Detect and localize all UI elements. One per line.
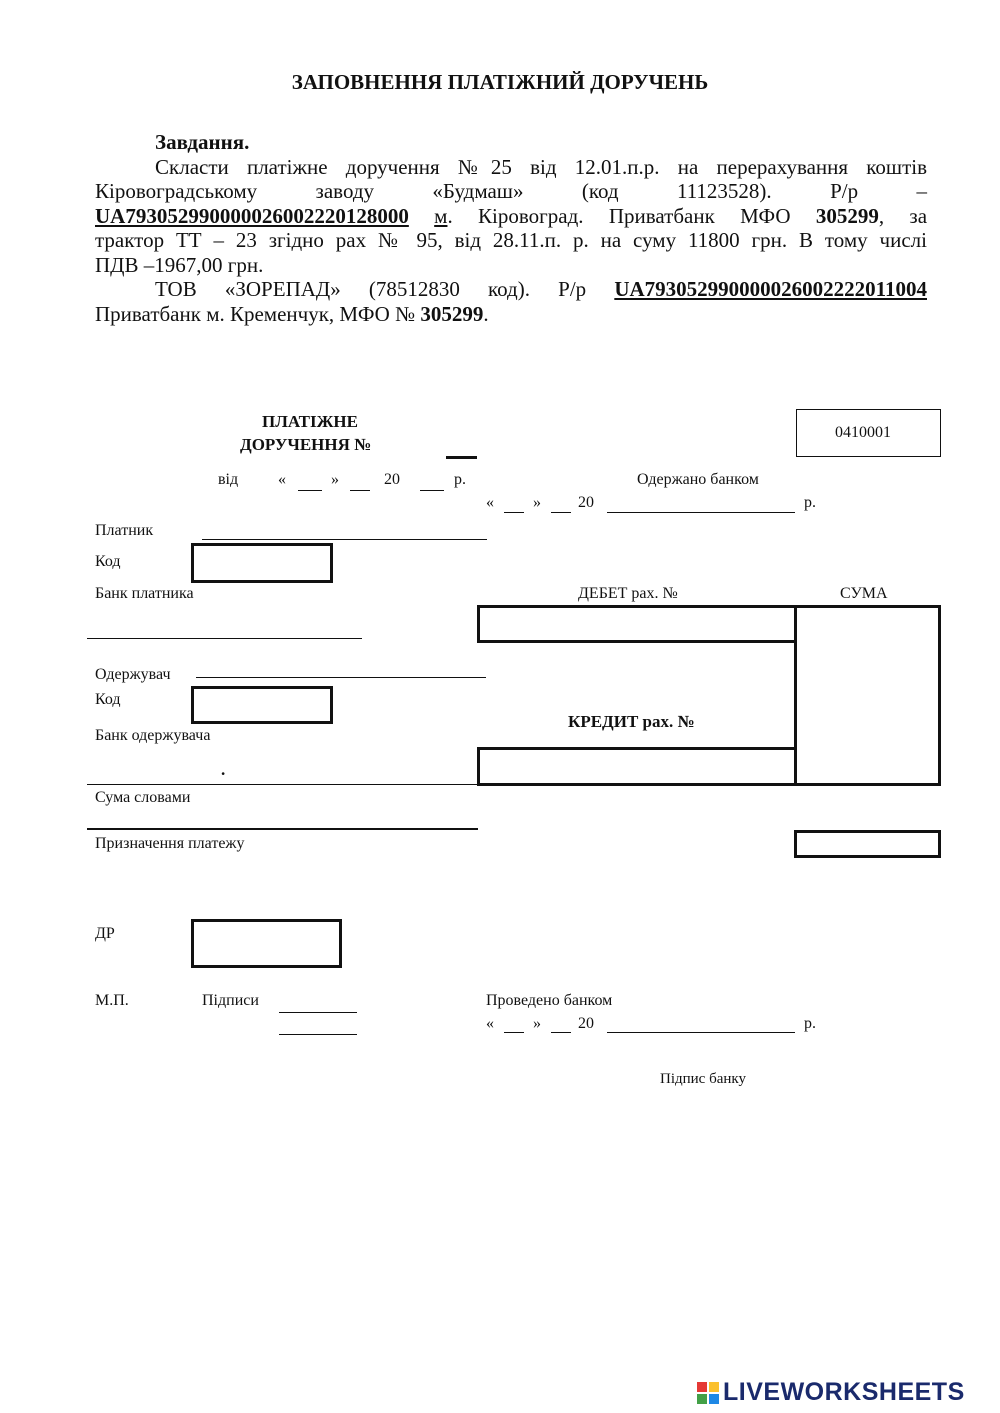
processed-year-suffix: р. bbox=[804, 1015, 816, 1032]
credit-account-label: КРЕДИТ рах. № bbox=[568, 712, 695, 731]
processed-quote-open: « bbox=[486, 1015, 494, 1032]
debit-account-label: ДЕБЕТ рах. № bbox=[578, 585, 678, 602]
sum-in-words-label: Сума словами bbox=[95, 789, 191, 806]
date-day-field[interactable] bbox=[298, 490, 322, 491]
document-number-field[interactable] bbox=[446, 456, 477, 459]
dr-field[interactable] bbox=[191, 919, 342, 968]
recipient-bank-field[interactable] bbox=[87, 784, 478, 785]
dr-label: ДР bbox=[95, 925, 115, 942]
received-year-suffix: р. bbox=[804, 494, 816, 511]
logo-mark-icon bbox=[697, 1382, 719, 1404]
quote-close: » bbox=[331, 471, 339, 488]
payer-field[interactable] bbox=[202, 539, 487, 540]
recipient-code-label: Код bbox=[95, 691, 121, 708]
task-line-7 bbox=[95, 302, 927, 327]
form-code: 0410001 bbox=[835, 424, 891, 441]
date-year-field[interactable] bbox=[420, 490, 444, 491]
task-line-7-end: . bbox=[483, 301, 489, 326]
recipient-field[interactable] bbox=[196, 677, 486, 678]
payer-mfo: 305299 bbox=[420, 301, 484, 326]
received-date-field[interactable] bbox=[607, 512, 795, 513]
payer-info: ТОВ «ЗОРЕПАД» (78512830 код). Р/р bbox=[155, 277, 615, 301]
stamp-label: М.П. bbox=[95, 992, 129, 1009]
logo-square-3 bbox=[697, 1394, 707, 1404]
bank-signature-label: Підпис банку bbox=[660, 1071, 746, 1087]
received-month-field[interactable] bbox=[551, 512, 571, 513]
vat-sum-field[interactable] bbox=[794, 830, 941, 858]
year-prefix: 20 bbox=[384, 471, 400, 488]
payer-label: Платник bbox=[95, 522, 154, 539]
recipient-bank-dot: . bbox=[221, 760, 226, 779]
payer-code-field[interactable] bbox=[191, 543, 333, 583]
sum-header: СУМА bbox=[840, 585, 888, 602]
task-line-2: Кіровоградському заводу «Будмаш» (код 11123528). Р/р – bbox=[95, 179, 927, 203]
processed-by-bank-label: Проведено банком bbox=[486, 992, 613, 1009]
city-prefix: м bbox=[434, 203, 448, 228]
payment-purpose-label: Призначення платежу bbox=[95, 835, 245, 852]
debit-account-field[interactable] bbox=[477, 605, 797, 643]
sum-in-words-field[interactable] bbox=[87, 828, 478, 830]
logo-square-4 bbox=[709, 1394, 719, 1404]
recipient-bank-label: Банк одержувача bbox=[95, 727, 211, 744]
payer-bank-field[interactable] bbox=[87, 638, 362, 639]
processed-year-prefix: 20 bbox=[578, 1015, 594, 1032]
processed-quote-close: » bbox=[533, 1015, 541, 1032]
signatures-label: Підписи bbox=[202, 992, 259, 1009]
received-year-prefix: 20 bbox=[578, 494, 594, 511]
recipient-code-field[interactable] bbox=[191, 686, 333, 724]
logo-square-1 bbox=[697, 1382, 707, 1392]
task-line-1: Скласти платіжне доручення №25 від 12.01.п.р. на перерахування коштів bbox=[155, 154, 927, 179]
task-line-4: трактор ТТ – 23 згідно рах № 95, від 28.11.п. р. на суму 11800 грн. В тому числі bbox=[95, 228, 927, 252]
recipient-mfo: 305299 bbox=[815, 203, 879, 228]
task-line-3-text: . Кіровоград. Приватбанк МФО bbox=[447, 203, 816, 228]
signature-field-1[interactable] bbox=[279, 1012, 357, 1013]
payer-bank-label: Банк платника bbox=[95, 585, 194, 602]
payer-code-label: Код bbox=[95, 553, 121, 570]
page-title: ЗАПОВНЕННЯ ПЛАТІЖНИЙ ДОРУЧЕНЬ bbox=[291, 70, 709, 94]
processed-day-field[interactable] bbox=[504, 1032, 524, 1033]
processed-date-field[interactable] bbox=[607, 1032, 795, 1033]
signature-field-2[interactable] bbox=[279, 1034, 357, 1035]
task-text bbox=[95, 130, 927, 326]
year-suffix: р. bbox=[454, 471, 466, 488]
recipient-label: Одержувач bbox=[95, 666, 171, 683]
processed-month-field[interactable] bbox=[551, 1032, 571, 1033]
liveworksheets-logo[interactable] bbox=[697, 1378, 965, 1407]
date-month-field[interactable] bbox=[350, 490, 370, 491]
received-quote-open: « bbox=[486, 494, 494, 511]
logo-text: LIVEWORKSHEETS bbox=[723, 1378, 965, 1406]
task-line-3-end: , за bbox=[878, 203, 928, 228]
date-label: від bbox=[218, 471, 239, 488]
credit-account-field[interactable] bbox=[477, 747, 797, 786]
received-by-bank-label: Одержано банком bbox=[637, 471, 759, 488]
sum-field[interactable] bbox=[794, 605, 941, 786]
received-day-field[interactable] bbox=[504, 512, 524, 513]
task-line-6 bbox=[95, 277, 927, 302]
task-line-3 bbox=[95, 204, 927, 229]
task-heading: Завдання. bbox=[155, 130, 250, 154]
payer-bank-info: Приватбанк м. Кременчук, МФО № bbox=[95, 301, 421, 326]
form-title-line-1: ПЛАТІЖНЕ bbox=[262, 412, 358, 431]
quote-open: « bbox=[278, 471, 286, 488]
received-quote-close: » bbox=[533, 494, 541, 511]
form-title-line-2: ДОРУЧЕННЯ № bbox=[240, 435, 372, 454]
recipient-account: UA793052990000026002220128000 bbox=[95, 203, 409, 228]
payer-account: UA793052990000026002222011004 bbox=[614, 277, 927, 301]
logo-square-2 bbox=[709, 1382, 719, 1392]
task-line-5: ПДВ –1967,00 грн. bbox=[95, 252, 264, 277]
